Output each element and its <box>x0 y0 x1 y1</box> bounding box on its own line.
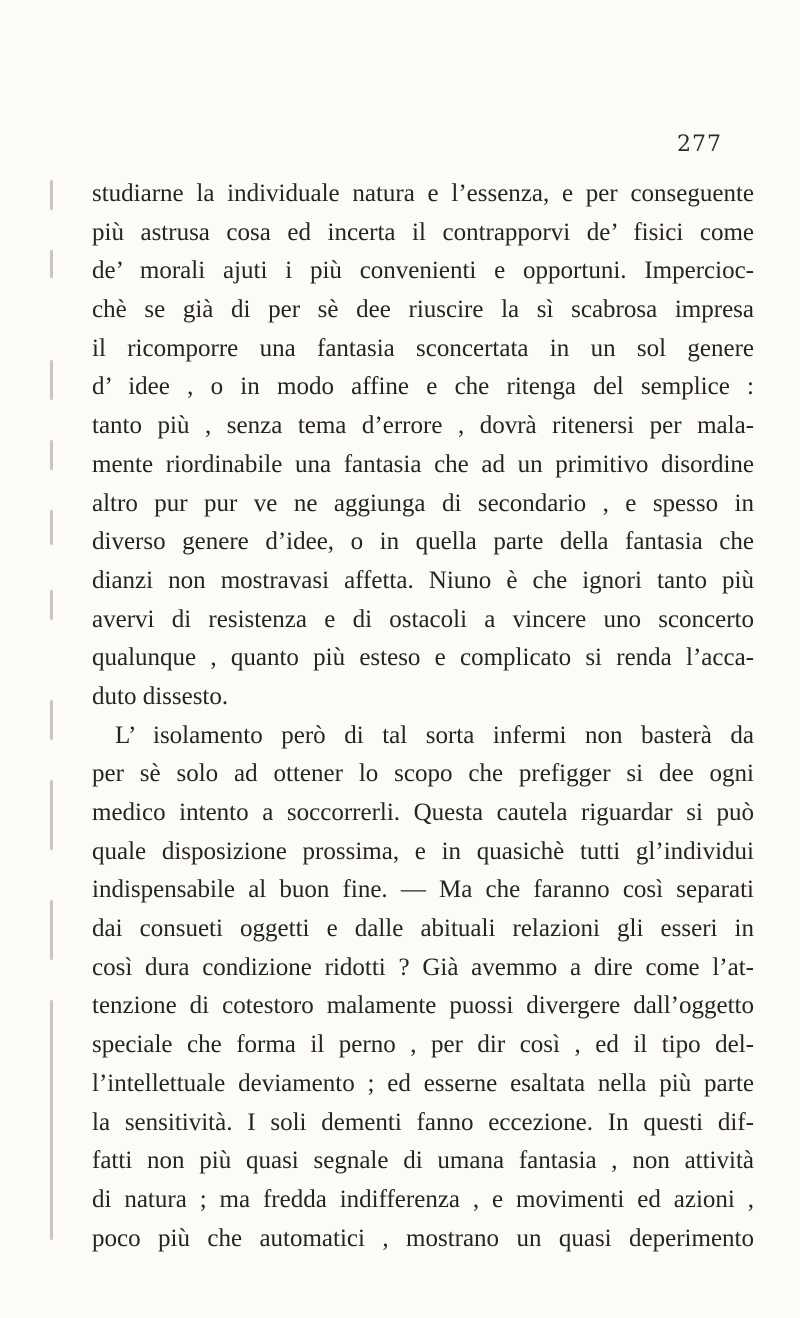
text-line: duto dissesto. <box>92 682 229 710</box>
text-line: più astrusa cosa ed incerta il contrapporvi de’ fisici come <box>92 218 754 246</box>
text-line: quale disposizione prossima, e in quasichè tutti gl’individui <box>92 837 754 865</box>
text-line: così dura condizione ridotti ? Già avemmo a dire come l’at- <box>92 953 754 981</box>
paragraph <box>92 175 754 717</box>
text-line: L’ isolamento però di tal sorta infermi non basterà da <box>115 721 754 749</box>
text-line: mente riordinabile una fantasia che ad un primitivo disordine <box>92 450 754 478</box>
edge-mark <box>50 780 53 850</box>
edge-mark <box>50 1000 53 1240</box>
text-line: tanto più , senza tema d’errore , dovrà ritenersi per mala- <box>92 412 754 440</box>
text-line: tenzione di cotestoro malamente puossi divergere dall’oggetto <box>92 992 754 1020</box>
text-line: l’intellettuale deviamento ; ed esserne esaltata nella più parte <box>92 1069 754 1097</box>
edge-mark <box>50 900 53 960</box>
text-line: poco più che automatici , mostrano un quasi deperimento <box>92 1224 754 1252</box>
edge-mark <box>50 440 53 470</box>
edge-mark <box>50 590 53 620</box>
text-line: dai consueti oggetti e dalle abituali relazioni gli esseri in <box>92 915 754 943</box>
page-number: 277 <box>677 132 722 157</box>
edge-mark <box>50 360 53 400</box>
text-line: de’ morali ajuti i più convenienti e opportuni. Impercioc- <box>92 257 754 285</box>
text-line: diverso genere d’idee, o in quella parte della fantasia che <box>92 528 754 556</box>
text-line: studiarne la individuale natura e l’essenza, e per conseguente <box>92 180 754 207</box>
text-line: qualunque , quanto più esteso e complicato si renda l’acca- <box>92 644 754 672</box>
body-text <box>92 175 754 1258</box>
text-line: fatti non più quasi segnale di umana fantasia , non attività <box>92 1147 754 1175</box>
text-line: speciale che forma il perno , per dir così , ed il tipo del- <box>92 1031 754 1059</box>
edge-mark <box>50 180 53 210</box>
text-line: la sensitività. I soli dementi fanno eccezione. In questi dif- <box>92 1108 754 1136</box>
page-edge-shadow <box>50 180 58 1240</box>
edge-mark <box>50 250 53 278</box>
text-line: altro pur pur ve ne aggiunga di secondario , e spesso in <box>92 489 754 517</box>
text-line: d’ idee , o in modo affine e che ritenga del semplice : <box>92 373 754 401</box>
edge-mark <box>50 510 53 545</box>
paragraph <box>92 717 754 1259</box>
text-line: chè se già di per sè dee riuscire la sì scabrosa impresa <box>92 296 754 324</box>
text-line: per sè solo ad ottener lo scopo che prefigger si dee ogni <box>92 760 754 788</box>
text-line: il ricomporre una fantasia sconcertata in un sol genere <box>92 334 754 362</box>
text-line: medico intento a soccorrerli. Questa cautela riguardar si può <box>92 799 754 826</box>
text-line: di natura ; ma fredda indifferenza , e movimenti ed azioni , <box>92 1185 754 1213</box>
text-line: dianzi non mostravasi affetta. Niuno è che ignori tanto più <box>92 566 754 594</box>
text-line: indispensabile al buon fine. — Ma che faranno così separati <box>92 876 754 904</box>
edge-mark <box>50 700 53 740</box>
text-line: avervi di resistenza e di ostacoli a vincere uno sconcerto <box>92 605 754 633</box>
